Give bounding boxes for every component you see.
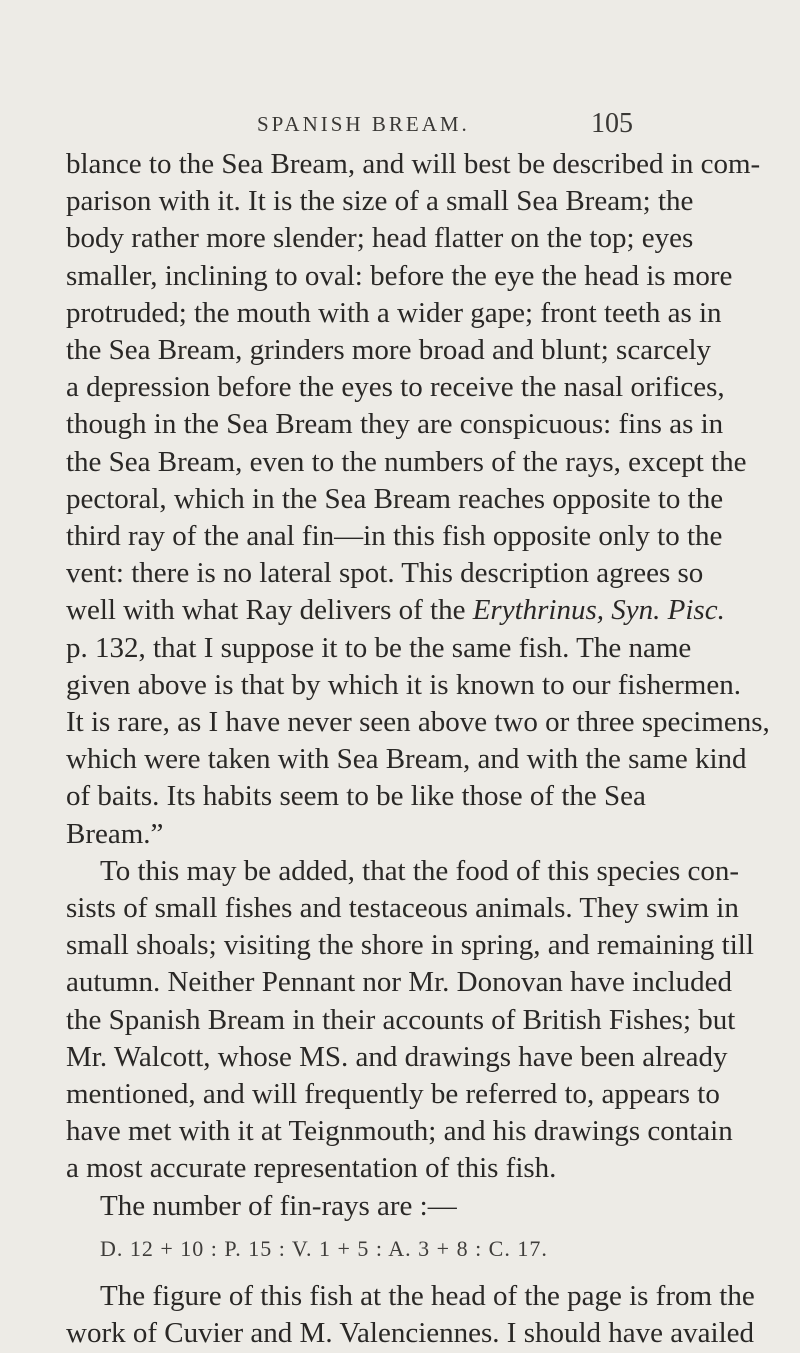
latin-name: Erythrinus, Syn. Pisc. [472, 594, 725, 626]
line-text: the Spanish Bream in their accounts of British Fishes; but [66, 1004, 736, 1036]
text-line [0, 888, 800, 928]
text-line [0, 1148, 800, 1188]
text-line [0, 144, 800, 184]
line-text: a most accurate representation of this fish. [66, 1152, 557, 1184]
line-text: vent: there is no lateral spot. This description agrees so [66, 557, 704, 589]
text-line [0, 1074, 800, 1114]
line-text: which were taken with Sea Bream, and with the same kind [66, 743, 747, 775]
line-text: well with what Ray delivers of the Erythrinus, Syn. Pisc. [66, 594, 725, 626]
line-text: small shoals; visiting the shore in spring, and remaining till [66, 929, 754, 961]
text-line [0, 776, 800, 816]
text-line [0, 851, 800, 891]
line-text: parison with it. It is the size of a small Sea Bream; the [66, 185, 694, 217]
text-line [0, 442, 800, 482]
line-text: smaller, inclining to oval: before the eye the head is more [66, 260, 733, 292]
running-title: SPANISH BREAM. [257, 112, 470, 136]
text-line [0, 628, 800, 668]
line-text: protruded; the mouth with a wider gape; front teeth as in [66, 297, 722, 329]
text-line [0, 293, 800, 333]
line-text: pectoral, which in the Sea Bream reaches opposite to the [66, 483, 724, 515]
text-line [0, 1037, 800, 1077]
page-number: 105 [591, 108, 633, 139]
line-text: Bream.” [66, 818, 164, 850]
line-text: work of Cuvier and M. Valenciennes. I should have availed [66, 1317, 755, 1349]
line-text: though in the Sea Bream they are conspicuous: fins as in [66, 408, 724, 440]
line-text: The number of fin-rays are :— [100, 1190, 457, 1222]
text-line [0, 516, 800, 556]
line-text: mentioned, and will frequently be referred to, appears to [66, 1078, 720, 1110]
line-text: autumn. Neither Pennant nor Mr. Donovan have included [66, 966, 733, 998]
line-text: sists of small fishes and testaceous animals. They swim in [66, 892, 739, 924]
text-line [0, 665, 800, 705]
fin-ray-formula: D. 12 + 10 : P. 15 : V. 1 + 5 : A. 3 + 8 : C. 17. [100, 1236, 548, 1261]
line-text: Mr. Walcott, whose MS. and drawings have been already [66, 1041, 728, 1073]
text-line [0, 256, 800, 296]
line-text: p. 132, that I suppose it to be the same fish. The name [66, 632, 692, 664]
text-line [0, 367, 800, 407]
line-text: a depression before the eyes to receive the nasal orifices, [66, 371, 725, 403]
line-text: The figure of this fish at the head of the page is from the [100, 1280, 755, 1312]
text-line [0, 590, 800, 630]
text-line [0, 1186, 800, 1226]
text-line [0, 739, 800, 779]
text-line [0, 330, 800, 370]
text-line [0, 181, 800, 221]
line-text: It is rare, as I have never seen above two or three specimens, [66, 706, 770, 738]
text-line [0, 925, 800, 965]
text-line [0, 962, 800, 1002]
line-text: the Sea Bream, even to the numbers of the rays, except the [66, 446, 747, 478]
text-line [0, 218, 800, 258]
line-text: the Sea Bream, grinders more broad and blunt; scarcely [66, 334, 712, 366]
line-text: given above is that by which it is known to our fishermen. [66, 669, 741, 701]
line-text: have met with it at Teignmouth; and his drawings contain [66, 1115, 733, 1147]
text-line [0, 814, 800, 854]
text-line [0, 1276, 800, 1316]
running-head [0, 108, 800, 148]
line-text: of baits. Its habits seem to be like those of the Sea [66, 780, 646, 812]
text-line [0, 1229, 800, 1269]
text-line [0, 702, 800, 742]
line-text: body rather more slender; head flatter on the top; eyes [66, 222, 694, 254]
line-text: To this may be added, that the food of this species con- [100, 855, 740, 887]
text-line [0, 553, 800, 593]
line-text: third ray of the anal fin—in this fish opposite only to the [66, 520, 723, 552]
text-line [0, 479, 800, 519]
text-line [0, 1111, 800, 1151]
text-line [0, 1000, 800, 1040]
text-line [0, 404, 800, 444]
text-line [0, 1313, 800, 1353]
line-text: blance to the Sea Bream, and will best be described in com- [66, 148, 761, 180]
